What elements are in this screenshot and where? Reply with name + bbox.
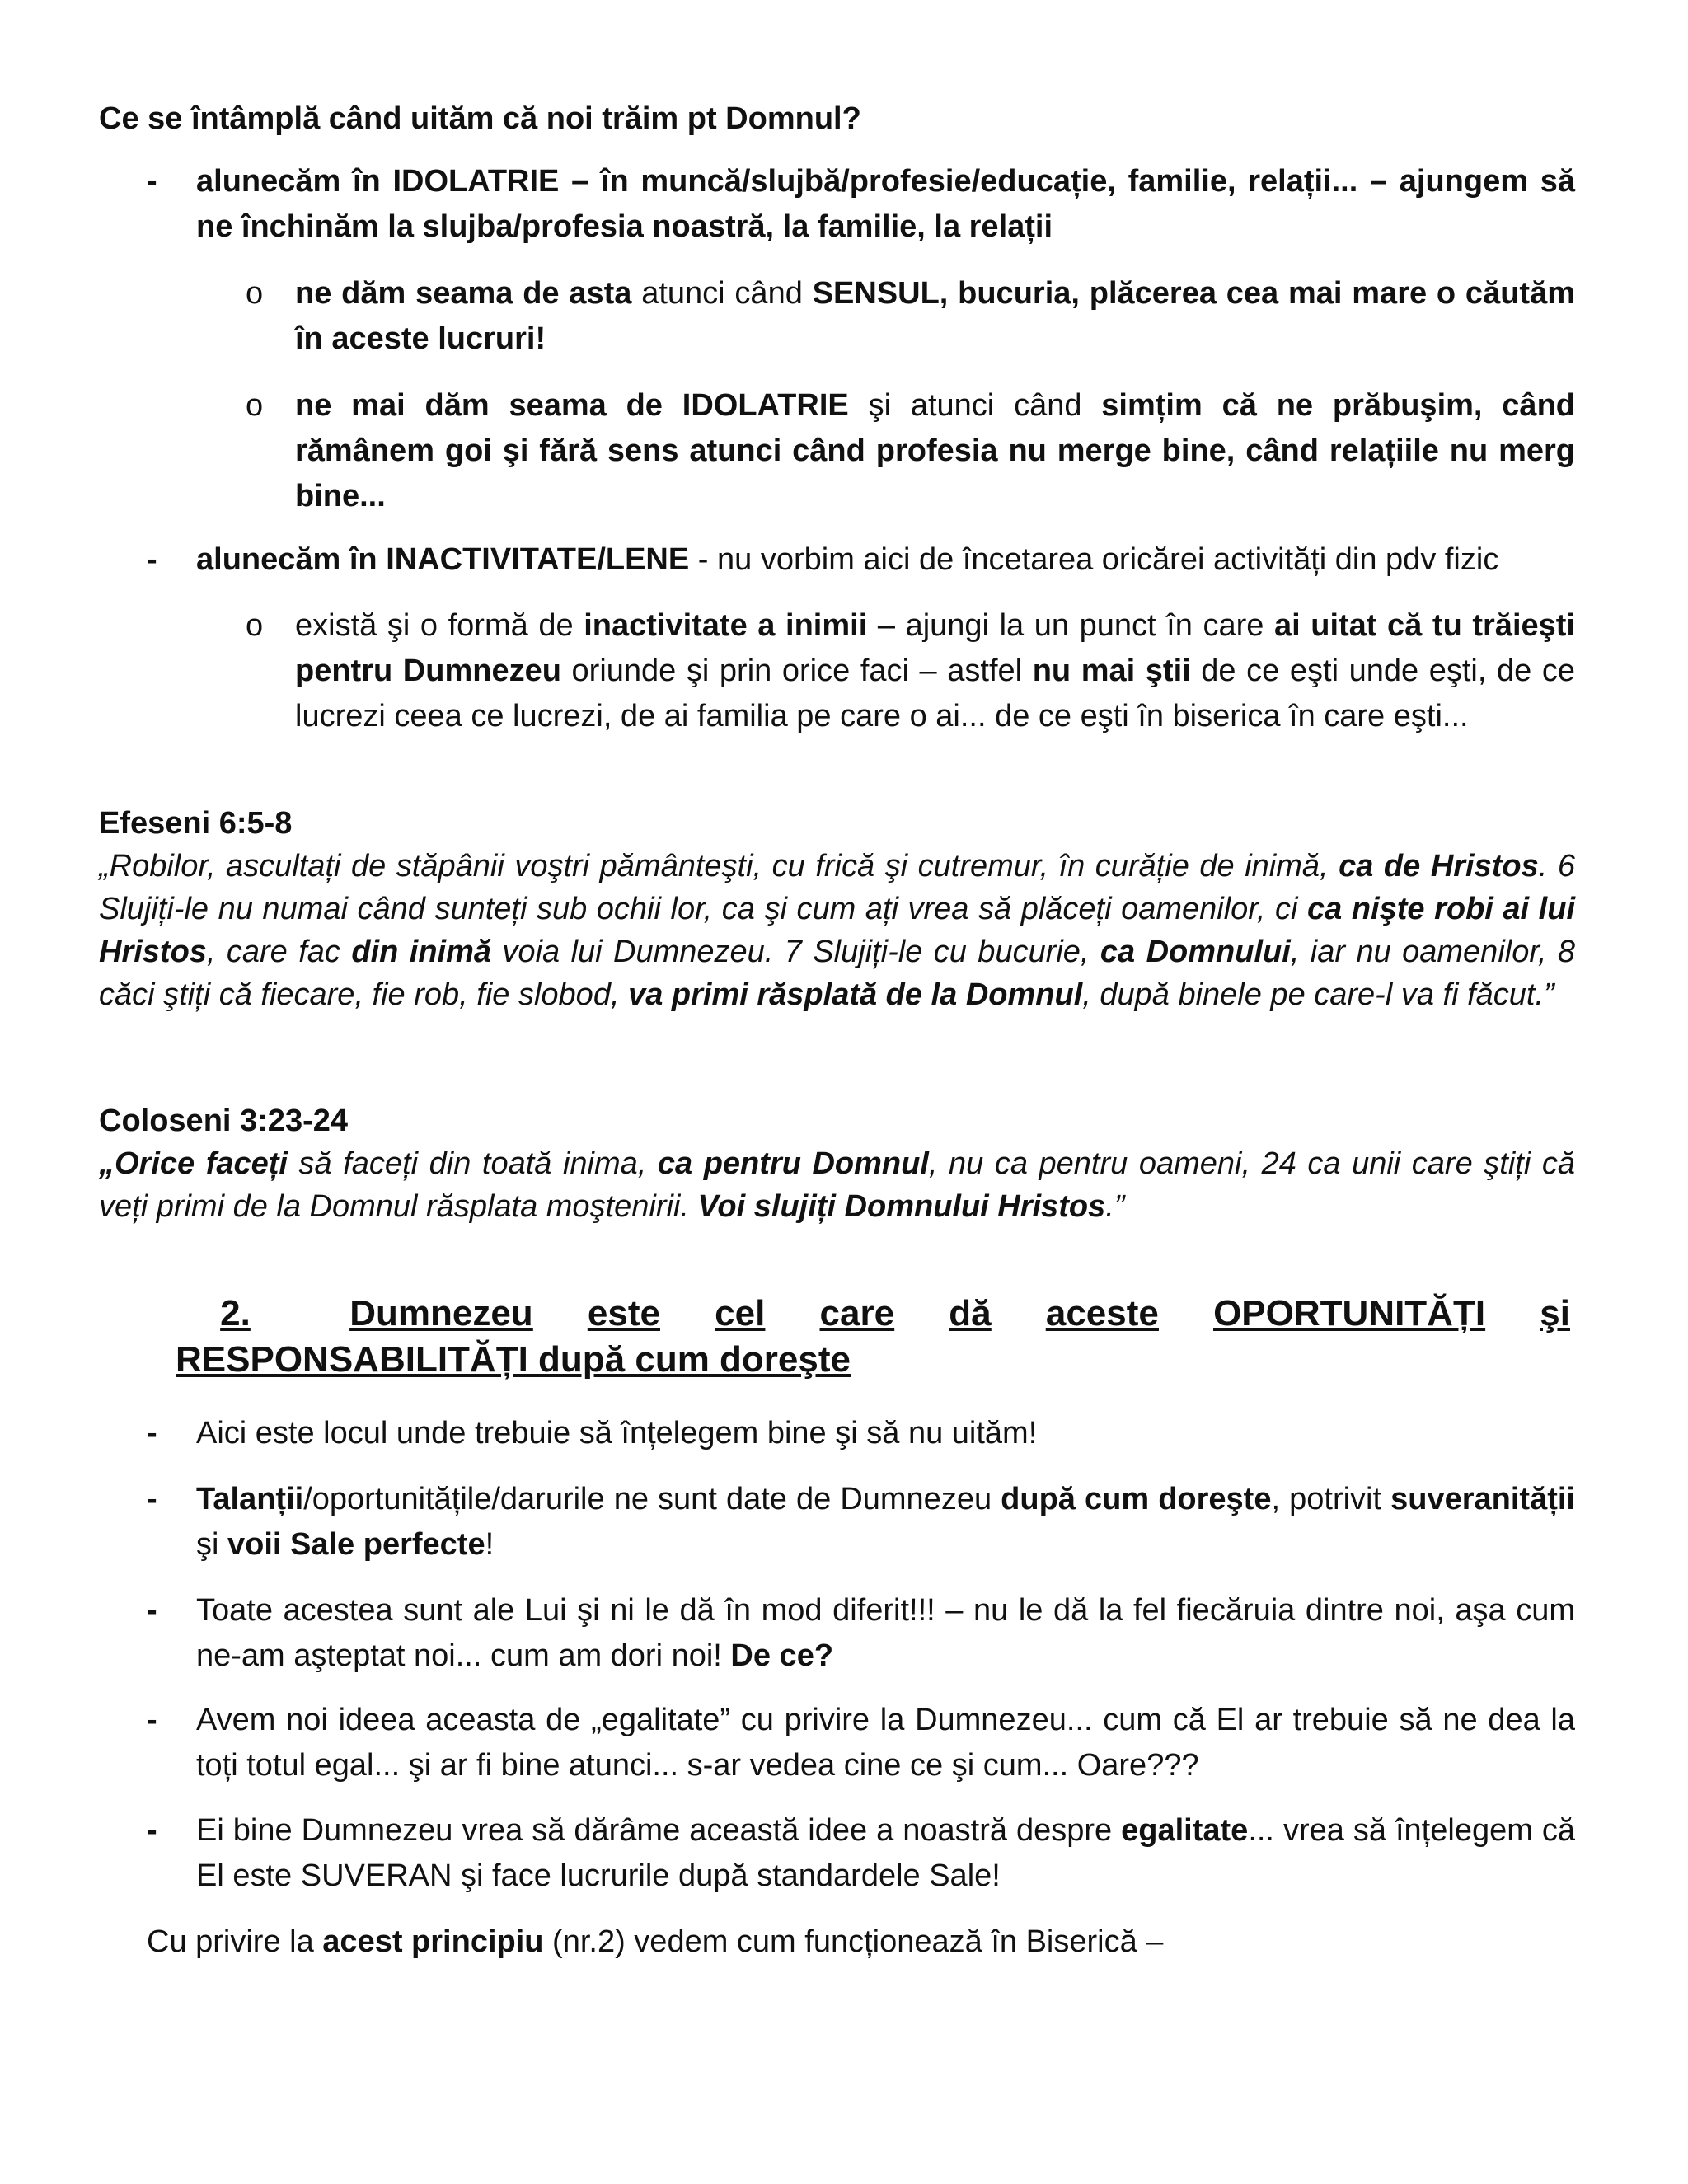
heading-word: OPORTUNITĂȚI	[1213, 1293, 1486, 1333]
heading-word: cel	[715, 1293, 766, 1333]
sub-item-sensul: ne dăm seama de asta atunci când SENSUL, bucuria, plăcerea cea mai mare o căutăm în aceste lucruri!	[295, 276, 1575, 356]
list-bullet: o	[246, 388, 264, 423]
list-dash: -	[147, 1813, 157, 1848]
section-2-heading-line2: RESPONSABILITĂȚI după cum doreşte	[176, 1339, 851, 1380]
list-dash: -	[147, 1416, 157, 1451]
list-item-inactivitate: alunecăm în INACTIVITATE/LENE - nu vorbim aici de încetarea oricărei activități din pdv fizic	[196, 542, 1499, 577]
list-bullet: o	[246, 608, 264, 643]
coloseni-reference: Coloseni 3:23-24	[99, 1104, 348, 1138]
efeseni-reference: Efeseni 6:5-8	[99, 806, 293, 841]
section-2-heading	[176, 1291, 1611, 1383]
sub-item-idolatrie: ne mai dăm seama de IDOLATRIE şi atunci când simțim că ne prăbuşim, când rămânem goi şi fără sens atunci când profesia nu merge bine, când relațiile nu merg bine...	[295, 388, 1575, 513]
coloseni-quote: „Orice faceți să faceți din toată inima, ca pentru Domnul, nu ca pentru oameni, 24 ca unii care ştiți că veți primi de la Domnul răsplata moştenirii. Voi slujiți Domnului Hristos.”	[99, 1146, 1575, 1224]
section-number: 2.	[220, 1293, 251, 1333]
intro-question: Ce se întâmplă când uităm că noi trăim pt Domnul?	[99, 101, 861, 136]
heading-word: dă	[949, 1293, 992, 1333]
heading-word: care	[819, 1293, 895, 1333]
list-dash: -	[147, 1482, 157, 1516]
sub-item-inactivitate-inimii: există şi o formă de inactivitate a inimii – ajungi la un punct în care ai uitat că tu trăieşti pentru Dumnezeu oriunde şi prin orice faci – astfel nu mai ştii de ce eşti unde eşti, de ce lucrezi ceea ce lucrezi, de ai familia pe care o ai... de ce eşti în biserica în care eşti...	[295, 608, 1576, 733]
list-item-talantii: Talanții/oportunitățile/darurile ne sunt date de Dumnezeu după cum doreşte, potrivit suveranității şi voii Sale perfecte!	[196, 1482, 1575, 1562]
list-dash: -	[147, 1703, 157, 1737]
list-item-egalitate: Avem noi ideea aceasta de „egalitate” cu privire la Dumnezeu... cum că El ar trebuie să ne dea la toți totul egal... şi ar fi bine atunci... s-ar vedea cine ce şi cum... Oare???	[196, 1703, 1575, 1783]
heading-word: şi	[1540, 1293, 1570, 1333]
heading-word: Dumnezeu	[349, 1293, 533, 1333]
heading-word: aceste	[1045, 1293, 1159, 1333]
closing-line: Cu privire la acest principiu (nr.2) vedem cum funcționează în Biserică –	[147, 1924, 1164, 1959]
list-dash: -	[147, 1593, 157, 1628]
list-item-suveran: Ei bine Dumnezeu vrea să dărâme această idee a noastră despre egalitate... vrea să înțelegem că El este SUVERAN şi face lucrurile după standardele Sale!	[196, 1813, 1575, 1893]
list-dash: -	[147, 542, 157, 577]
list-item-toate-acestea: Toate acestea sunt ale Lui şi ni le dă în mod diferit!!! – nu le dă la fel fiecăruia dintre noi, aşa cum ne-am aşteptat noi... cum am dori noi! De ce?	[196, 1593, 1575, 1673]
heading-word: este	[587, 1293, 660, 1333]
list-item-aici: Aici este locul unde trebuie să înțelegem bine şi să nu uităm!	[196, 1416, 1038, 1451]
list-item-idolatrie: alunecăm în IDOLATRIE – în muncă/slujbă/profesie/educație, familie, relații... – ajungem să ne închinăm la slujba/profesia noastră, la familie, la relații	[196, 164, 1575, 244]
efeseni-quote: „Robilor, ascultați de stăpânii voştri pământeşti, cu frică şi cutremur, în curăție de inimă, ca de Hristos. 6 Slujiți-le nu numai când sunteți sub ochii lor, ca şi cum ați vrea să plăceți oamenilor, ci ca nişte robi ai lui Hristos, care fac din inimă voia lui Dumnezeu. 7 Slujiți-le cu bucurie, ca Domnului, iar nu oamenilor, 8 căci ştiți că fiecare, fie rob, fie slobod, va primi răsplată de la Domnul, după binele pe care-l va fi făcut.”	[99, 849, 1576, 1012]
list-dash: -	[147, 164, 157, 199]
list-bullet: o	[246, 276, 264, 311]
section-2-heading-line1	[176, 1291, 1611, 1337]
